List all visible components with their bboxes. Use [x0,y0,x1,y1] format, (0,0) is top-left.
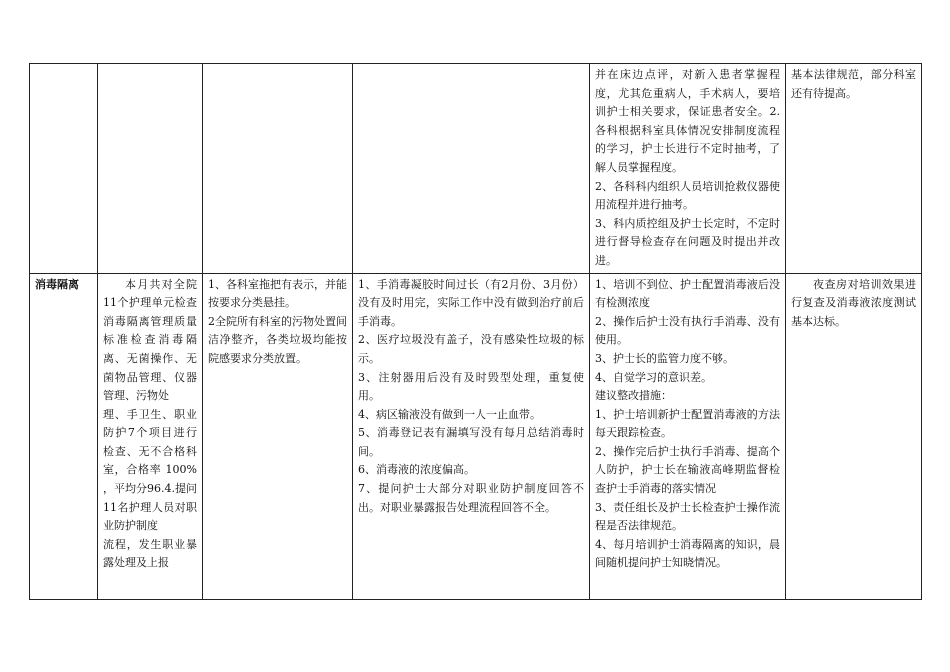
summary-text: 本月共对全院11个护理单元检查消毒隔离管理质量标准检查消毒隔离、无菌操作、无菌物品管理、仪器管理、污物处 [103,277,197,403]
analysis-cell [590,64,786,274]
table-row [30,64,922,274]
analysis-item: 2、操作后护士没有执行手消毒、没有使用。 [595,314,780,347]
summary-text: 理、手卫生、职业防护7个项目进行检查、无不合格科室，合格率 100% ，平均分96.4.提问11名护理人员对职业防护制度 [103,407,197,533]
effect-text: 基本法律规范，部分科室还有待提高。 [791,68,916,100]
analysis-text: 2、各科科内组织人员培训抢救仪器使用流程并进行抽考。 [595,179,780,212]
effect-cell [786,273,922,599]
category-cell [30,64,98,274]
measures-heading: 建议整改措施： [595,389,672,403]
measure-item: 1、护士培训新护士配置消毒液的方法 每天跟踪检查。 [595,407,780,440]
measure-item: 2、操作完后护士执行手消毒、提高个人防护，护士长在输液高峰期监督检查护士手消毒的落实情况 [595,444,780,496]
category-cell [30,273,98,599]
analysis-item: 1、培训不到位、护士配置消毒液后没有检测浓度 [595,277,780,310]
problems-cell [353,273,590,599]
summary-cell [98,64,203,274]
strength-item: 1、各科室拖把有表示，并能按要求分类悬挂。 [208,277,347,310]
strengths-cell [203,273,353,599]
category-label: 消毒隔离 [35,277,79,291]
problem-item: 7、提问护士大部分对职业防护制度回答不出。对职业暴露报告处理流程回答不全。 [358,482,584,514]
problem-item: 2、医疗垃圾没有盖子，没有感染性垃圾的标示。 [358,333,584,365]
effect-text: 夜查房对培训效果进行复查及消毒液浓度测试基本达标。 [791,277,916,328]
strength-item: 2全院所有科室的污物处置间洁净整齐，各类垃圾均能按院感要求分类放置。 [208,314,347,365]
measure-item: 4、每月培训护士消毒隔离的知识，晨间随机提问护士知晓情况。 [595,537,780,570]
analysis-text: 并在床边点评，对新入患者掌握程度，尤其危重病人，手术病人，要培训护士相关要求，保证患者安全。2.各科根据科室具体情况安排制度流程的学习，护士长进行不定时抽考，了解人员掌握程度。 [595,68,780,174]
report-table [29,63,922,600]
effect-cell [786,64,922,274]
strengths-cell [203,64,353,274]
analysis-item: 3、护士长的监管力度不够。 [595,351,734,365]
problems-cell [353,64,590,274]
summary-cell [98,273,203,599]
analysis-text: 3、科内质控组及护士长定时，不定时进行督导检查存在问题及时提出并改进。 [595,216,780,267]
analysis-item: 4、自觉学习的意识差。 [595,370,712,384]
analysis-cell [590,273,786,599]
problem-item: 3、注射器用后没有及时毁型处理，重复使用。 [358,370,584,403]
problem-item: 6、消毒液的浓度偏高。 [358,463,475,477]
table-row [30,273,922,599]
problem-item: 4、病区输液没有做到一人一止血带。 [358,407,541,421]
problem-item: 5、消毒登记表有漏填写没有每月总结消毒时间。 [358,426,584,458]
measure-item: 3、责任组长及护士长检查护士操作流程是否法律规范。 [595,500,780,533]
summary-text: 流程，发生职业暴露处理及上报 [103,537,197,570]
problem-item: 1、手消毒凝胶时间过长（有2月份、3月份）没有及时用完，实际工作中没有做到治疗前后手消毒。 [358,277,584,328]
